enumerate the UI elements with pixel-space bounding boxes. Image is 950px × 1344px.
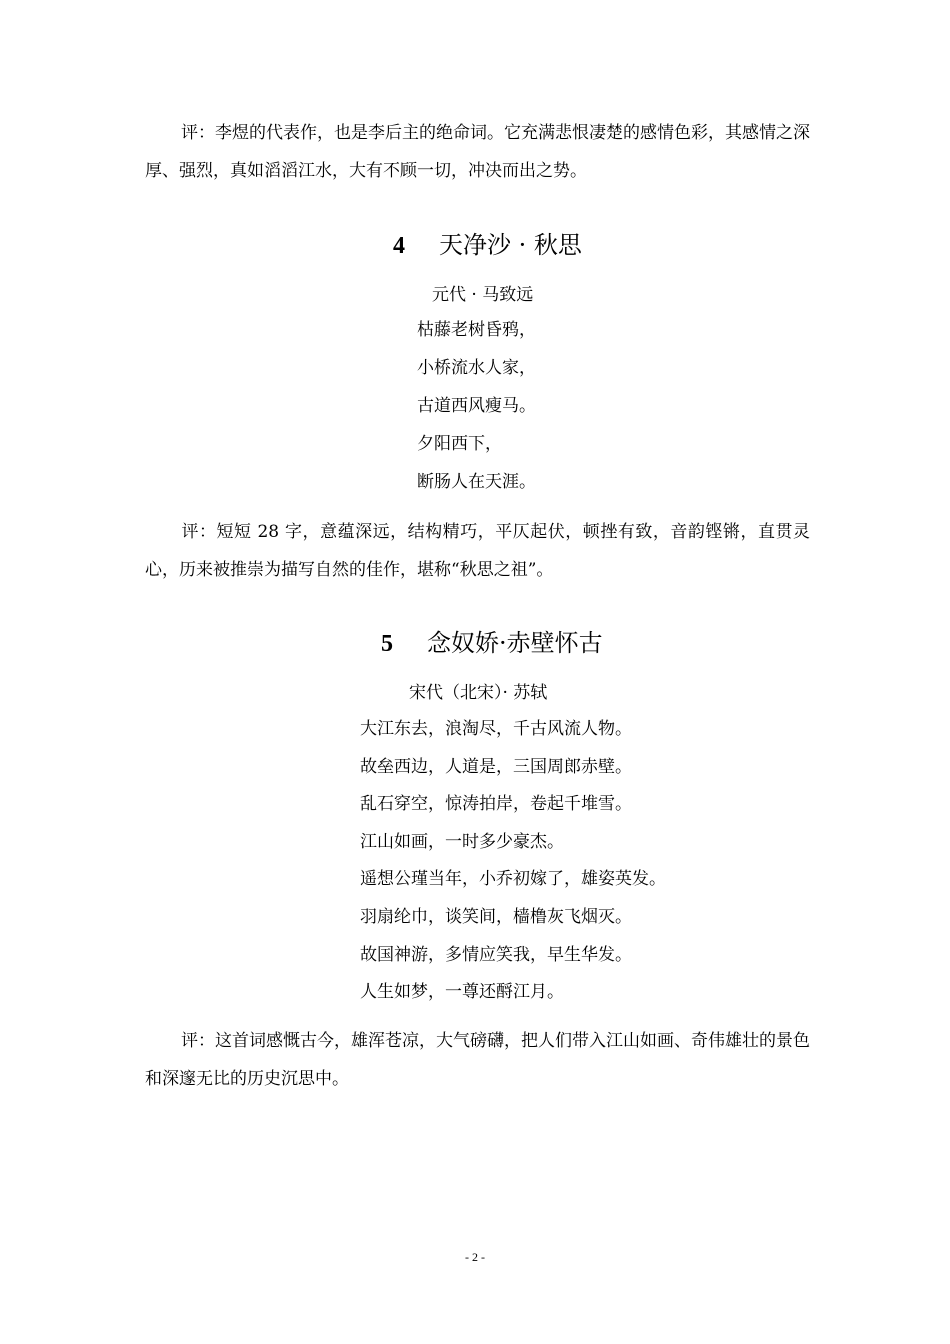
poem-lines-5 (360, 718, 666, 1019)
poem-line: 大江东去，浪淘尽，千古风流人物。 (360, 719, 632, 739)
poem-line: 枯藤老树昏鸦， (417, 320, 536, 340)
page-number: - 2 - (465, 1250, 485, 1264)
poem-author-4: 元代 · 马致远 (432, 285, 534, 305)
poem-lines-4 (417, 319, 536, 509)
poem-number: 5 (381, 631, 393, 657)
poem-line: 故垒西边，人道是，三国周郎赤壁。 (360, 756, 632, 777)
comment-paragraph-3 (145, 114, 810, 190)
poem-line: 江山如画，一时多少豪杰。 (360, 831, 564, 852)
poem-line: 乱石穿空，惊涛拍岸，卷起千堆雪。 (360, 794, 632, 815)
comment-text: 评：短短 28 字，意蕴深远，结构精巧，平仄起伏，顿挫有致，音韵铿锵，直贯灵心，历来被推崇为描写自然的佳作，堪称“秋思之祖”。 (145, 522, 810, 580)
poem-title: 天净沙 · 秋思 (439, 231, 582, 259)
poem-line: 羽扇纶巾，谈笑间，樯橹灰飞烟灭。 (360, 906, 632, 927)
poem-author-5: 宋代（北宋）· 苏轼 (409, 683, 548, 703)
comment-text: 评：这首词感慨古今，雄浑苍凉，大气磅礴，把人们带入江山如画、奇伟雄壮的景色和深邃无比的历史沉思中。 (145, 1031, 810, 1089)
comment-paragraph-5 (145, 1022, 810, 1098)
poem-line: 遥想公瑾当年，小乔初嫁了，雄姿英发。 (360, 869, 666, 890)
poem-heading-4 (393, 230, 582, 261)
poem-title: 念奴娇·赤壁怀古 (427, 629, 603, 657)
poem-heading-5 (381, 628, 603, 659)
poem-line: 人生如梦，一尊还酹江月。 (360, 982, 564, 1003)
poem-line: 断肠人在天涯。 (417, 472, 536, 492)
poem-line: 故国神游，多情应笑我，早生华发。 (360, 944, 632, 965)
poem-line: 小桥流水人家， (417, 358, 536, 378)
poem-line: 古道西风瘦马。 (417, 396, 536, 416)
poem-line: 夕阳西下， (417, 434, 502, 454)
comment-text: 评：李煜的代表作，也是李后主的绝命词。它充满悲恨凄楚的感情色彩，其感情之深厚、强烈，真如滔滔江水，大有不顾一切，冲决而出之势。 (145, 123, 810, 181)
comment-paragraph-4 (145, 513, 810, 589)
poem-number: 4 (393, 233, 405, 259)
